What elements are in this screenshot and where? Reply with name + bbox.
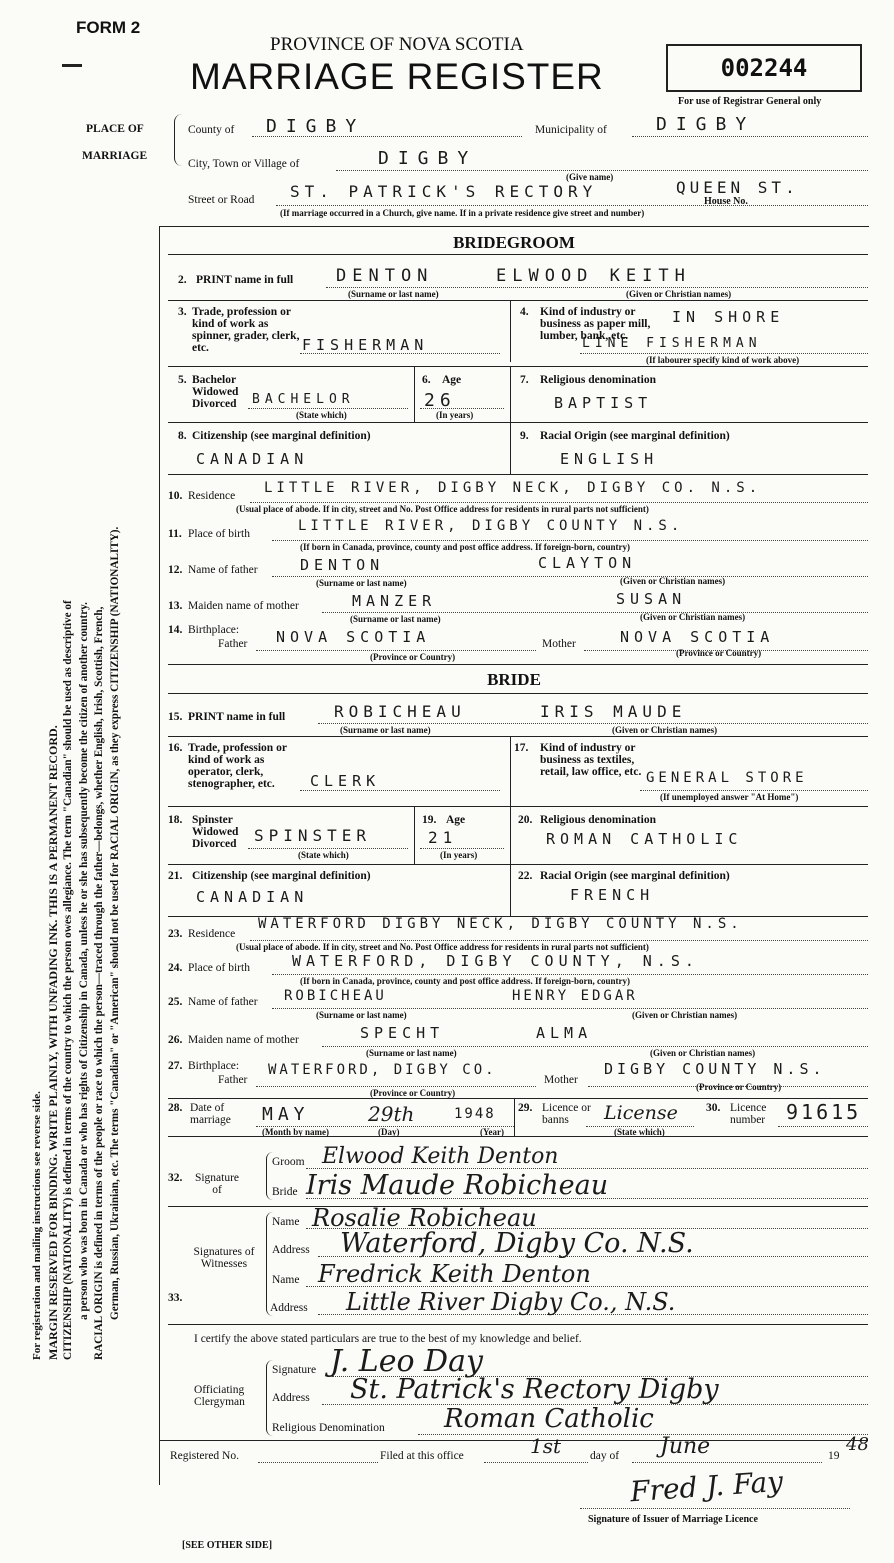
prov-caption: (Province or Country) [696, 1082, 782, 1092]
street-value: ST. PATRICK'S RECTORY [290, 182, 598, 201]
age-label: Age [442, 374, 462, 386]
groom-residence: LITTLE RIVER, DIGBY NECK, DIGBY CO. N.S. [264, 480, 762, 496]
house-label: House No. [704, 196, 748, 207]
divider [510, 422, 511, 474]
industry-rule [640, 790, 868, 791]
street-note: (If marriage occurred in a Church, give name. If in a private residence give street and number) [280, 208, 645, 218]
filed-month-rule [632, 1462, 822, 1463]
field-num: 21. [168, 870, 183, 882]
birthplace-note: (If born in Canada, province, county and post office address. If foreign-born, country) [300, 542, 631, 552]
divider [514, 1098, 515, 1136]
marital-label: Spinster Widowed Divorced [192, 814, 239, 850]
father-word: Father [218, 1074, 248, 1086]
age-rule [420, 848, 504, 849]
name-rule [318, 723, 868, 724]
issuer-rule [580, 1508, 850, 1509]
bride-father-given: HENRY EDGAR [512, 988, 638, 1004]
field-num: 16. [168, 742, 183, 754]
registered-rule [258, 1462, 378, 1463]
licence-number-label: Licence number [730, 1102, 767, 1126]
in-years: (In years) [440, 850, 478, 860]
divider [168, 1098, 868, 1099]
field-num: 23. [168, 928, 183, 940]
trade-label: Trade, profession or kind of work as spinner, grader, clerk, etc. [192, 306, 300, 354]
father-word: Father [218, 638, 248, 650]
clergy-rule [418, 1434, 868, 1435]
field-num: 7. [520, 374, 529, 386]
bride-bp-mother: DIGBY COUNTY N.S. [604, 1060, 826, 1078]
licence-number: 91615 [786, 1100, 862, 1124]
clergy-denomination: Roman Catholic [444, 1404, 654, 1434]
field-num: 19. [422, 814, 437, 826]
surname-caption: (Surname or last name) [340, 725, 431, 735]
groom-industry-2: LINE FISHERMAN [582, 336, 762, 351]
date-label: Date of marriage [190, 1102, 231, 1126]
surname-caption: (Surname or last name) [350, 614, 441, 624]
father-rule [272, 576, 868, 577]
register-number: 002244 [720, 54, 808, 82]
surname-caption: (Surname or last name) [348, 289, 439, 299]
margin-instructions [30, 260, 123, 1360]
birthplace-note: (If born in Canada, province, county and post office address. If foreign-born, country) [300, 976, 631, 986]
prov-caption: (Province or Country) [676, 648, 762, 658]
field-num: 4. [520, 306, 529, 318]
municipality-label: Municipality of [535, 124, 607, 136]
divider [168, 693, 868, 694]
groom-given: ELWOOD KEITH [496, 266, 691, 286]
margin-line: CITIZENSHIP (NATIONALITY) is defined in terms of the country to which the person owes allegiance. The term "Canadian" should be used as descriptive of [62, 600, 74, 1360]
prov-caption: (Province or Country) [370, 652, 456, 662]
bridegroom-heading: BRIDEGROOM [453, 233, 575, 252]
margin-line: a person who was born in Canada or who has rights of Citizenship in Canada, unless he or she has subsequently become the citizen of another country. [77, 602, 90, 1320]
state-which: (State which) [614, 1127, 665, 1137]
bride-birthplace: WATERFORD, DIGBY COUNTY, N.S. [292, 952, 699, 970]
groom-racial: ENGLISH [560, 450, 659, 468]
birthplace-label: Place of birth [188, 528, 250, 540]
mother-rule [322, 1046, 868, 1047]
field-num: 6. [422, 374, 431, 386]
see-other-side: [SEE OTHER SIDE] [182, 1540, 273, 1551]
issuer-signature: Fred J. Fay [629, 1464, 785, 1509]
racial-label: Racial Origin (see marginal definition) [540, 430, 730, 442]
divider [168, 254, 868, 255]
divider [168, 736, 868, 737]
industry-note: (If unemployed answer "At Home") [660, 792, 799, 802]
margin-line: For registration and mailing instructions see reverse side. [31, 1091, 43, 1360]
filed-day: 1st [530, 1434, 562, 1458]
divider [510, 300, 511, 362]
divider [510, 366, 511, 422]
form-number: FORM 2 [76, 18, 141, 37]
residence-note: (Usual place of abode. If in city, street and No. Post Office address for residents in rural parts not sufficient) [236, 504, 649, 514]
field-num: 13. [168, 600, 183, 612]
bride-age: 21 [428, 828, 458, 847]
name-word: Name [272, 1274, 300, 1286]
mother-word: Mother [542, 638, 576, 650]
print-label: PRINT name in full [196, 274, 294, 286]
bp-father-rule [256, 650, 536, 651]
groom-word: Groom [272, 1156, 305, 1168]
groom-bp-mother: NOVA SCOTIA [620, 628, 775, 646]
witness1-name: Rosalie Robicheau [312, 1204, 537, 1232]
divider [168, 664, 868, 665]
field-num: 26. [168, 1034, 183, 1046]
industry-rule [580, 353, 868, 354]
field-num: 20. [518, 814, 533, 826]
state-which: (State which) [298, 850, 349, 860]
marriage-month: MAY [262, 1104, 310, 1125]
field-num: 27. [168, 1060, 183, 1072]
marriage-label: MARRIAGE [82, 150, 148, 162]
trade-label: Trade, profession or kind of work as operator, clerk, stenographer, etc. [188, 742, 287, 790]
municipality-value: DIGBY [656, 114, 756, 135]
divider [168, 366, 868, 367]
filed-rule [484, 1462, 588, 1463]
marital-label: Bachelor Widowed Divorced [192, 374, 239, 410]
field-num: 5. [178, 374, 187, 386]
mother-word: Mother [544, 1074, 578, 1086]
print-label: PRINT name in full [188, 711, 286, 723]
father-label: Name of father [188, 996, 258, 1008]
given-caption: (Given or Christian names) [650, 1048, 756, 1058]
place-brace [174, 114, 183, 166]
margin-line: German, Russian, Ukrainian, etc. The terms "Canadian" or "American" should not be used for RACIAL ORIGIN, as they express CITIZENSHIP (NATIONALITY). [108, 526, 121, 1320]
given-caption: (Given or Christian names) [626, 289, 732, 299]
field-num: 24. [168, 962, 183, 974]
margin-line: RACIAL ORIGIN is defined in terms of the people or race to which the person—traced through the father—belongs, whether English, Irish, Scottish, French, [93, 606, 105, 1360]
citizenship-label: Citizenship (see marginal definition) [192, 870, 371, 882]
residence-note: (Usual place of abode. If in city, street and No. Post Office address for residents in rural parts not sufficient) [236, 942, 649, 952]
bride-mother-surname: SPECHT [360, 1024, 445, 1042]
day-of-label: day of [590, 1450, 620, 1462]
field-num: 8. [178, 430, 187, 442]
groom-industry-1: IN SHORE [672, 308, 785, 326]
residence-label: Residence [188, 490, 236, 502]
groom-trade: FISHERMAN [302, 336, 429, 354]
licence-type-label: Licence or banns [542, 1102, 591, 1126]
divider [160, 1440, 868, 1441]
field-num: 3. [178, 306, 187, 318]
bride-father-surname: ROBICHEAU [284, 988, 387, 1004]
address-word: Address [270, 1302, 308, 1314]
licence-number-rule [778, 1126, 868, 1127]
bride-bp-father: WATERFORD, DIGBY CO. [268, 1062, 497, 1078]
page-title: MARRIAGE REGISTER [190, 56, 604, 97]
county-label: County of [188, 124, 235, 136]
state-which: (State which) [296, 410, 347, 420]
divider [168, 422, 868, 423]
dash-mark [62, 64, 82, 67]
industry-label: Kind of industry or business as paper mill, lumber, bank, etc. [540, 306, 651, 342]
bride-mother-given: ALMA [536, 1024, 593, 1042]
divider [168, 300, 868, 301]
groom-signature: Elwood Keith Denton [322, 1144, 559, 1169]
residence-rule [250, 940, 868, 941]
bride-racial: FRENCH [570, 886, 655, 904]
field-num: 30. [706, 1102, 721, 1114]
divider [168, 1324, 868, 1325]
county-value: DIGBY [266, 116, 366, 137]
surname-caption: (Surname or last name) [316, 1010, 407, 1020]
day-caption: (Day) [378, 1127, 400, 1137]
groom-mother-given: SUSAN [616, 590, 687, 608]
licence-type: License [604, 1102, 678, 1124]
birthplace-parents-label: Birthplace: [188, 624, 240, 636]
month-caption: (Month by name) [262, 1127, 329, 1137]
trade-rule [300, 790, 500, 791]
given-caption: (Given or Christian names) [640, 612, 746, 622]
field-num: 18. [168, 814, 183, 826]
bride-trade: CLERK [310, 772, 381, 790]
father-label: Name of father [188, 564, 258, 576]
groom-mother-surname: MANZER [352, 592, 437, 610]
father-rule [272, 1008, 868, 1009]
groom-citizenship: CANADIAN [196, 450, 309, 468]
birthplace-rule [272, 540, 868, 541]
birthplace-rule [272, 974, 868, 975]
field-num: 14. [168, 624, 183, 636]
name-word: Name [272, 1216, 300, 1228]
bride-word: Bride [272, 1186, 298, 1198]
birthplace-parents-label: Birthplace: [188, 1060, 240, 1072]
bride-marital: SPINSTER [254, 826, 372, 845]
field-num: 32. [168, 1172, 183, 1184]
residence-label: Residence [188, 928, 236, 940]
clergy-signature: J. Leo Day [330, 1344, 483, 1379]
witness2-name: Fredrick Keith Denton [318, 1260, 591, 1288]
groom-surname: DENTON [336, 266, 434, 286]
register-number-box [666, 44, 862, 92]
bride-heading: BRIDE [487, 670, 541, 689]
field-num: 2. [178, 274, 187, 286]
field-num: 10. [168, 490, 183, 502]
groom-marital: BACHELOR [252, 392, 355, 407]
witnesses-label: Signatures of Witnesses [193, 1246, 255, 1270]
street-label: Street or Road [188, 194, 255, 206]
groom-birthplace: LITTLE RIVER, DIGBY COUNTY N.S. [298, 518, 684, 534]
field-num: 12. [168, 564, 183, 576]
given-caption: (Given or Christian names) [632, 1010, 738, 1020]
filed-label: Filed at this office [380, 1450, 464, 1462]
witness2-address: Little River Digby Co., N.S. [346, 1288, 676, 1316]
residence-rule [250, 502, 868, 503]
field-num: 22. [518, 870, 533, 882]
surname-caption: (Surname or last name) [316, 578, 407, 588]
municipality-rule [632, 136, 868, 137]
bride-industry: GENERAL STORE [646, 770, 808, 786]
clergy-address-word: Address [272, 1392, 310, 1404]
in-years: (In years) [436, 410, 474, 420]
bride-citizenship: CANADIAN [196, 888, 309, 906]
groom-bp-father: NOVA SCOTIA [276, 628, 431, 646]
age-label: Age [446, 814, 466, 826]
field-num: 25. [168, 996, 183, 1008]
address-word: Address [272, 1244, 310, 1256]
issuer-caption: Signature of Issuer of Marriage Licence [588, 1514, 758, 1525]
city-label: City, Town or Village of [188, 158, 300, 170]
marital-rule [248, 408, 408, 409]
field-num: 28. [168, 1102, 183, 1114]
house-value: QUEEN ST. [676, 178, 799, 197]
city-rule [336, 170, 868, 171]
citizenship-label: Citizenship (see marginal definition) [192, 430, 371, 442]
prov-caption: (Province or Country) [370, 1088, 456, 1098]
bride-given: IRIS MAUDE [540, 702, 687, 721]
divider [510, 806, 511, 864]
industry-label: Kind of industry or business as textiles, retail, law office, etc. [540, 742, 642, 778]
groom-age: 26 [424, 390, 456, 411]
field-num: 17. [514, 742, 529, 754]
street-rule [276, 205, 868, 206]
bride-residence: WATERFORD DIGBY NECK, DIGBY COUNTY N.S. [258, 916, 743, 932]
given-caption: (Given or Christian names) [620, 576, 726, 586]
divider [168, 474, 868, 475]
racial-label: Racial Origin (see marginal definition) [540, 870, 730, 882]
given-caption: (Given or Christian names) [612, 725, 718, 735]
field-num: 29. [518, 1102, 533, 1114]
mother-label: Maiden name of mother [188, 1034, 299, 1046]
clergy-signature-word: Signature [272, 1364, 317, 1376]
surname-caption: (Surname or last name) [366, 1048, 457, 1058]
filed-month: June [660, 1434, 711, 1459]
mother-rule [322, 612, 868, 613]
groom-father-given: CLAYTON [538, 554, 637, 572]
bride-signature: Iris Maude Robicheau [306, 1170, 609, 1201]
margin-line: MARGIN RESERVED FOR BINDING. WRITE PLAINLY, WITH UNFADING INK. THIS IS A PERMANENT RECORD. [45, 725, 60, 1360]
bride-religion: ROMAN CATHOLIC [546, 830, 743, 848]
divider [168, 1136, 868, 1137]
year-caption: (Year) [480, 1127, 504, 1137]
birthplace-label: Place of birth [188, 962, 250, 974]
witness1-address: Waterford, Digby Co. N.S. [340, 1228, 694, 1259]
divider [414, 806, 415, 864]
field-num: 9. [520, 430, 529, 442]
certify-statement: I certify the above stated particulars are true to the best of my knowledge and belief. [194, 1333, 582, 1345]
registered-label: Registered No. [170, 1450, 239, 1462]
clergy-denom-word: Religious Denomination [272, 1422, 385, 1434]
divider [168, 864, 868, 865]
province-title: PROVINCE OF NOVA SCOTIA [270, 34, 524, 55]
place-of-label: PLACE OF [86, 123, 144, 135]
divider [510, 736, 511, 806]
bride-surname: ROBICHEAU [334, 702, 466, 721]
mother-label: Maiden name of mother [188, 600, 299, 612]
field-num: 33. [168, 1292, 183, 1304]
field-num: 11. [168, 528, 182, 540]
field-num: 15. [168, 711, 183, 723]
marital-rule [248, 848, 408, 849]
marriage-day: 29th [368, 1102, 415, 1126]
registrar-note: For use of Registrar General only [678, 96, 822, 107]
year-prefix: 19 [828, 1450, 840, 1462]
give-name-caption: (Give name) [566, 172, 614, 182]
religion-label: Religious denomination [540, 814, 656, 826]
bp-father-rule [256, 1086, 536, 1087]
filed-year: 48 [846, 1434, 869, 1455]
divider [414, 366, 415, 422]
name-rule [326, 287, 868, 288]
city-value: DIGBY [378, 148, 478, 169]
divider [168, 806, 868, 807]
marriage-year: 1948 [454, 1106, 496, 1122]
groom-religion: BAPTIST [554, 394, 653, 412]
groom-father-surname: DENTON [300, 556, 385, 574]
clergy-label: Officiating Clergyman [194, 1384, 245, 1408]
divider [510, 864, 511, 916]
industry-note: (If labourer specify kind of work above) [646, 355, 800, 365]
clergy-address: St. Patrick's Rectory Digby [350, 1374, 719, 1405]
signature-of-label: Signature of [194, 1172, 240, 1196]
religion-label: Religious denomination [540, 374, 656, 386]
